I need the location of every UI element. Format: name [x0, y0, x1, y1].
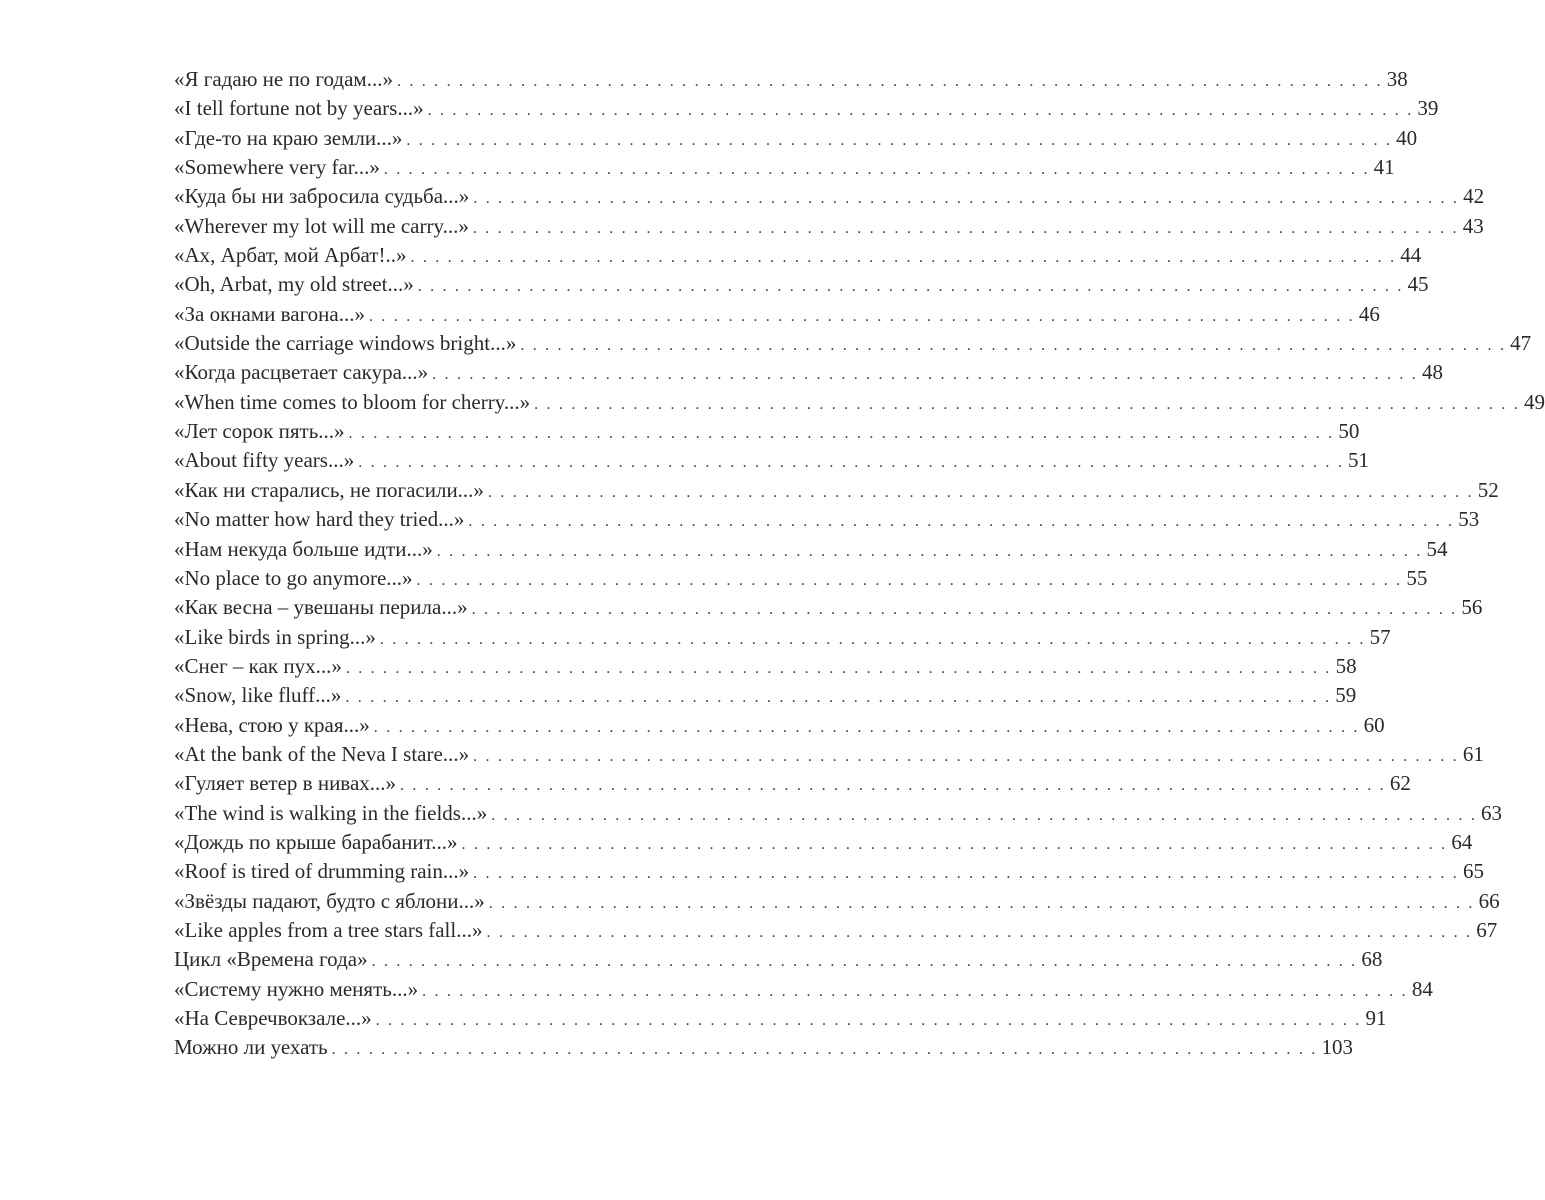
dot-leader: . . . . . . . . . . . . . . . . . . . . . . . . . . . . . . . . . . . . . . . . . . . . . . . . . . . . . . . . . . . . . . . . . . . . . . . . . . . . . . . . [472, 219, 1459, 237]
toc-entry-page: 54 [1426, 536, 1448, 561]
toc-entry-page: 60 [1363, 712, 1385, 737]
dot-leader: . . . . . . . . . . . . . . . . . . . . . . . . . . . . . . . . . . . . . . . . . . . . . . . . . . . . . . . . . . . . . . . . . . . . . . . . . . . . . . . . [379, 630, 1366, 648]
dot-leader: . . . . . . . . . . . . . . . . . . . . . . . . . . . . . . . . . . . . . . . . . . . . . . . . . . . . . . . . . . . . . . . . . . . . . . . . . . . . . . . . [487, 483, 1474, 501]
toc-entry-page: 53 [1458, 507, 1480, 532]
dot-leader: . . . . . . . . . . . . . . . . . . . . . . . . . . . . . . . . . . . . . . . . . . . . . . . . . . . . . . . . . . . . . . . . . . . . . . . . . . . . . . . . [417, 278, 1404, 296]
dot-leader: . . . . . . . . . . . . . . . . . . . . . . . . . . . . . . . . . . . . . . . . . . . . . . . . . . . . . . . . . . . . . . . . . . . . . . . . . . . . . . . . [331, 1041, 1318, 1059]
dot-leader: . . . . . . . . . . . . . . . . . . . . . . . . . . . . . . . . . . . . . . . . . . . . . . . . . . . . . . . . . . . . . . . . . . . . . . . . . . . . . . . . [473, 865, 1459, 883]
toc-entry-title: «За окнами вагона...» [174, 301, 365, 326]
table-of-contents [174, 67, 1545, 1065]
dot-leader: . . . . . . . . . . . . . . . . . . . . . . . . . . . . . . . . . . . . . . . . . . . . . . . . . . . . . . . . . . . . . . . . . . . . . . . . . . . . . . . . [373, 718, 1360, 736]
toc-entry [174, 771, 1411, 800]
toc-entry-page: 63 [1481, 800, 1503, 825]
toc-entry [174, 477, 1499, 507]
dot-leader: . . . . . . . . . . . . . . . . . . . . . . . . . . . . . . . . . . . . . . . . . . . . . . . . . . . . . . . . . . . . . . . . . . . . . . . . . . . . . . . . [488, 894, 1475, 912]
dot-leader: . . . . . . . . . . . . . . . . . . . . . . . . . . . . . . . . . . . . . . . . . . . . . . . . . . . . . . . . . . . . . . . . . . . . . . . . . . . . . . . . [416, 571, 1403, 589]
dot-leader: . . . . . . . . . . . . . . . . . . . . . . . . . . . . . . . . . . . . . . . . . . . . . . . . . . . . . . . . . . . . . . . . . . . . . . . . . . . . . . . . [486, 923, 1473, 941]
toc-entry-page: 50 [1338, 419, 1360, 444]
toc-entry-title: «When time comes to bloom for cherry...» [174, 389, 531, 414]
toc-entry-title: «At the bank of the Neva I stare...» [174, 741, 470, 766]
toc-entry [174, 155, 1395, 184]
toc-entry [174, 448, 1370, 477]
toc-entry-title: «No place to go anymore...» [174, 565, 413, 590]
toc-entry-title: Цикл «Времена года» [174, 947, 368, 972]
toc-entry [174, 213, 1484, 243]
toc-entry-title: «Куда бы ни забросила судьба...» [174, 184, 470, 209]
dot-leader: . . . . . . . . . . . . . . . . . . . . . . . . . . . . . . . . . . . . . . . . . . . . . . . . . . . . . . . . . . . . . . . . . . . . . . . . . . . . . . . . [520, 337, 1507, 355]
toc-entry-title: «Когда расцветает сакура...» [174, 360, 429, 385]
dot-leader: . . . . . . . . . . . . . . . . . . . . . . . . . . . . . . . . . . . . . . . . . . . . . . . . . . . . . . . . . . . . . . . . . . . . . . . . . . . . . . . . [345, 659, 1332, 677]
toc-entry-title: «About fifty years...» [174, 448, 355, 473]
toc-entry-page: 103 [1321, 1035, 1353, 1060]
toc-entry-page: 47 [1510, 331, 1532, 356]
dot-leader: . . . . . . . . . . . . . . . . . . . . . . . . . . . . . . . . . . . . . . . . . . . . . . . . . . . . . . . . . . . . . . . . . . . . . . . . . . . . . . . . [432, 366, 1418, 384]
toc-entry-title: Можно ли уехать [174, 1035, 328, 1060]
toc-entry-title: «Like apples from a tree stars fall...» [174, 917, 483, 942]
toc-entry [174, 624, 1391, 654]
toc-entry [174, 859, 1484, 888]
dot-leader: . . . . . . . . . . . . . . . . . . . . . . . . . . . . . . . . . . . . . . . . . . . . . . . . . . . . . . . . . . . . . . . . . . . . . . . . . . . . . . . . [345, 689, 1332, 707]
toc-entry-title: «Как ни старались, не погасили...» [174, 477, 484, 502]
toc-entry-title: «Систему нужно менять...» [174, 976, 419, 1001]
toc-entry [174, 1035, 1353, 1064]
toc-entry [174, 272, 1429, 301]
toc-entry-page: 42 [1463, 184, 1485, 209]
dot-leader: . . . . . . . . . . . . . . . . . . . . . . . . . . . . . . . . . . . . . . . . . . . . . . . . . . . . . . . . . . . . . . . . . . . . . . . . . . . . . . . . [383, 161, 1370, 179]
dot-leader: . . . . . . . . . . . . . . . . . . . . . . . . . . . . . . . . . . . . . . . . . . . . . . . . . . . . . . . . . . . . . . . . . . . . . . . . . . . . . . . . [348, 425, 1335, 443]
dot-leader: . . . . . . . . . . . . . . . . . . . . . . . . . . . . . . . . . . . . . . . . . . . . . . . . . . . . . . . . . . . . . . . . . . . . . . . . . . . . . . . . [422, 982, 1408, 1000]
toc-entry [174, 800, 1503, 830]
dot-leader: . . . . . . . . . . . . . . . . . . . . . . . . . . . . . . . . . . . . . . . . . . . . . . . . . . . . . . . . . . . . . . . . . . . . . . . . . . . . . . . . [369, 307, 1355, 325]
toc-entry [174, 653, 1357, 683]
toc-entry [174, 301, 1380, 331]
toc-entry [174, 389, 1545, 419]
toc-entry-title: «No matter how hard they tried...» [174, 507, 465, 532]
toc-entry [174, 507, 1480, 536]
toc-entry [174, 125, 1418, 155]
toc-entry-title: «Я гадаю не по годам...» [174, 67, 393, 91]
dot-leader: . . . . . . . . . . . . . . . . . . . . . . . . . . . . . . . . . . . . . . . . . . . . . . . . . . . . . . . . . . . . . . . . . . . . . . . . . . . . . . . . [471, 601, 1458, 619]
dot-leader: . . . . . . . . . . . . . . . . . . . . . . . . . . . . . . . . . . . . . . . . . . . . . . . . . . . . . . . . . . . . . . . . . . . . . . . . . . . . . . . . [410, 249, 1397, 267]
dot-leader: . . . . . . . . . . . . . . . . . . . . . . . . . . . . . . . . . . . . . . . . . . . . . . . . . . . . . . . . . . . . . . . . . . . . . . . . . . . . . . . . [473, 747, 1459, 765]
toc-entry-page: 61 [1462, 741, 1484, 766]
toc-entry [174, 947, 1383, 976]
toc-entry-title: «Like birds in spring...» [174, 624, 376, 649]
dot-leader: . . . . . . . . . . . . . . . . . . . . . . . . . . . . . . . . . . . . . . . . . . . . . . . . . . . . . . . . . . . . . . . . . . . . . . . . . . . . . . . . [427, 102, 1414, 120]
dot-leader: . . . . . . . . . . . . . . . . . . . . . . . . . . . . . . . . . . . . . . . . . . . . . . . . . . . . . . . . . . . . . . . . . . . . . . . . . . . . . . . . [371, 953, 1358, 971]
toc-entry [174, 712, 1385, 742]
toc-entry-title: «Roof is tired of drumming rain...» [174, 859, 470, 884]
toc-entry-page: 62 [1389, 771, 1411, 796]
toc-entry-title: «На Севречвокзале...» [174, 1006, 372, 1030]
toc-entry [174, 184, 1485, 213]
toc-entry-page: 68 [1361, 947, 1383, 972]
toc-entry-title: «Как весна – увешаны перила...» [174, 595, 468, 620]
toc-entry [174, 565, 1428, 595]
toc-entry [174, 595, 1483, 624]
toc-entry-title: «Snow, like fluff...» [174, 683, 342, 708]
toc-entry-title: «Лет сорок пять...» [174, 419, 345, 444]
toc-entry [174, 243, 1422, 272]
toc-entry [174, 419, 1360, 448]
toc-entry-title: «I tell fortune not by years...» [174, 96, 424, 121]
toc-entry [174, 67, 1408, 96]
toc-entry-page: 84 [1411, 976, 1433, 1001]
dot-leader: . . . . . . . . . . . . . . . . . . . . . . . . . . . . . . . . . . . . . . . . . . . . . . . . . . . . . . . . . . . . . . . . . . . . . . . . . . . . . . . . [534, 395, 1520, 413]
toc-entry-title: «Oh, Arbat, my old street...» [174, 272, 414, 297]
toc-entry [174, 888, 1500, 918]
toc-entry-page: 39 [1417, 96, 1439, 121]
toc-entry-title: «Где-то на краю земли...» [174, 125, 403, 150]
toc-entry-title: «Ах, Арбат, мой Арбат!..» [174, 243, 407, 268]
toc-entry [174, 917, 1498, 947]
toc-entry-title: «Нам некуда больше идти...» [174, 536, 433, 561]
toc-entry-page: 43 [1462, 213, 1484, 238]
dot-leader: . . . . . . . . . . . . . . . . . . . . . . . . . . . . . . . . . . . . . . . . . . . . . . . . . . . . . . . . . . . . . . . . . . . . . . . . . . . . . . . . [461, 835, 1448, 853]
toc-entry-page: 41 [1373, 155, 1395, 180]
toc-entry-page: 64 [1451, 829, 1473, 854]
toc-entry-page: 67 [1476, 917, 1498, 942]
toc-entry-title: «Outside the carriage windows bright...» [174, 331, 517, 356]
toc-entry [174, 976, 1433, 1006]
toc-entry-title: «The wind is walking in the fields...» [174, 800, 488, 825]
toc-entry-page: 65 [1462, 859, 1484, 884]
toc-entry-page: 40 [1396, 125, 1418, 150]
toc-entry [174, 331, 1532, 360]
toc-entry-page: 46 [1358, 301, 1380, 326]
dot-leader: . . . . . . . . . . . . . . . . . . . . . . . . . . . . . . . . . . . . . . . . . . . . . . . . . . . . . . . . . . . . . . . . . . . . . . . . . . . . . . . . [473, 190, 1460, 208]
toc-entry-page: 45 [1407, 272, 1429, 297]
dot-leader: . . . . . . . . . . . . . . . . . . . . . . . . . . . . . . . . . . . . . . . . . . . . . . . . . . . . . . . . . . . . . . . . . . . . . . . . . . . . . . . . [375, 1012, 1362, 1029]
toc-entry-page: 52 [1477, 477, 1499, 502]
toc-entry-page: 56 [1461, 595, 1483, 620]
toc-entry [174, 829, 1473, 859]
dot-leader: . . . . . . . . . . . . . . . . . . . . . . . . . . . . . . . . . . . . . . . . . . . . . . . . . . . . . . . . . . . . . . . . . . . . . . . . . . . . . . . . [396, 73, 1383, 90]
toc-entry-page: 59 [1335, 683, 1357, 708]
toc-entry-title: «Дождь по крыше барабанит...» [174, 829, 458, 854]
toc-entry-page: 58 [1335, 653, 1357, 678]
toc-entry-page: 44 [1400, 243, 1422, 268]
toc-entry-page: 57 [1369, 624, 1391, 649]
dot-leader: . . . . . . . . . . . . . . . . . . . . . . . . . . . . . . . . . . . . . . . . . . . . . . . . . . . . . . . . . . . . . . . . . . . . . . . . . . . . . . . . [468, 513, 1455, 531]
toc-entry-page: 49 [1523, 389, 1545, 414]
toc-entry-title: «Гуляет ветер в нивах...» [174, 771, 397, 796]
toc-entry-page: 91 [1365, 1006, 1387, 1030]
toc-entry [174, 741, 1484, 771]
toc-entry-page: 66 [1478, 888, 1500, 913]
dot-leader: . . . . . . . . . . . . . . . . . . . . . . . . . . . . . . . . . . . . . . . . . . . . . . . . . . . . . . . . . . . . . . . . . . . . . . . . . . . . . . . . [491, 806, 1478, 824]
dot-leader: . . . . . . . . . . . . . . . . . . . . . . . . . . . . . . . . . . . . . . . . . . . . . . . . . . . . . . . . . . . . . . . . . . . . . . . . . . . . . . . . [358, 454, 1345, 472]
toc-entry-title: «Wherever my lot will me carry...» [174, 213, 469, 238]
toc-entry [174, 360, 1443, 389]
toc-entry-title: «Нева, стою у края...» [174, 712, 370, 737]
toc-entry [174, 536, 1448, 566]
toc-entry-title: «Снег – как пух...» [174, 653, 342, 678]
toc-entry-page: 51 [1348, 448, 1370, 473]
dot-leader: . . . . . . . . . . . . . . . . . . . . . . . . . . . . . . . . . . . . . . . . . . . . . . . . . . . . . . . . . . . . . . . . . . . . . . . . . . . . . . . . [400, 777, 1386, 795]
toc-entry [174, 1006, 1387, 1035]
toc-entry [174, 683, 1357, 712]
toc-entry [174, 96, 1439, 125]
toc-entry-title: «Somewhere very far...» [174, 155, 380, 180]
toc-entry-page: 55 [1406, 565, 1428, 590]
dot-leader: . . . . . . . . . . . . . . . . . . . . . . . . . . . . . . . . . . . . . . . . . . . . . . . . . . . . . . . . . . . . . . . . . . . . . . . . . . . . . . . . [436, 542, 1423, 560]
dot-leader: . . . . . . . . . . . . . . . . . . . . . . . . . . . . . . . . . . . . . . . . . . . . . . . . . . . . . . . . . . . . . . . . . . . . . . . . . . . . . . . . [406, 131, 1393, 149]
toc-entry-page: 38 [1386, 67, 1408, 91]
toc-entry-page: 48 [1421, 360, 1443, 385]
toc-entry-title: «Звёзды падают, будто с яблони...» [174, 888, 485, 913]
